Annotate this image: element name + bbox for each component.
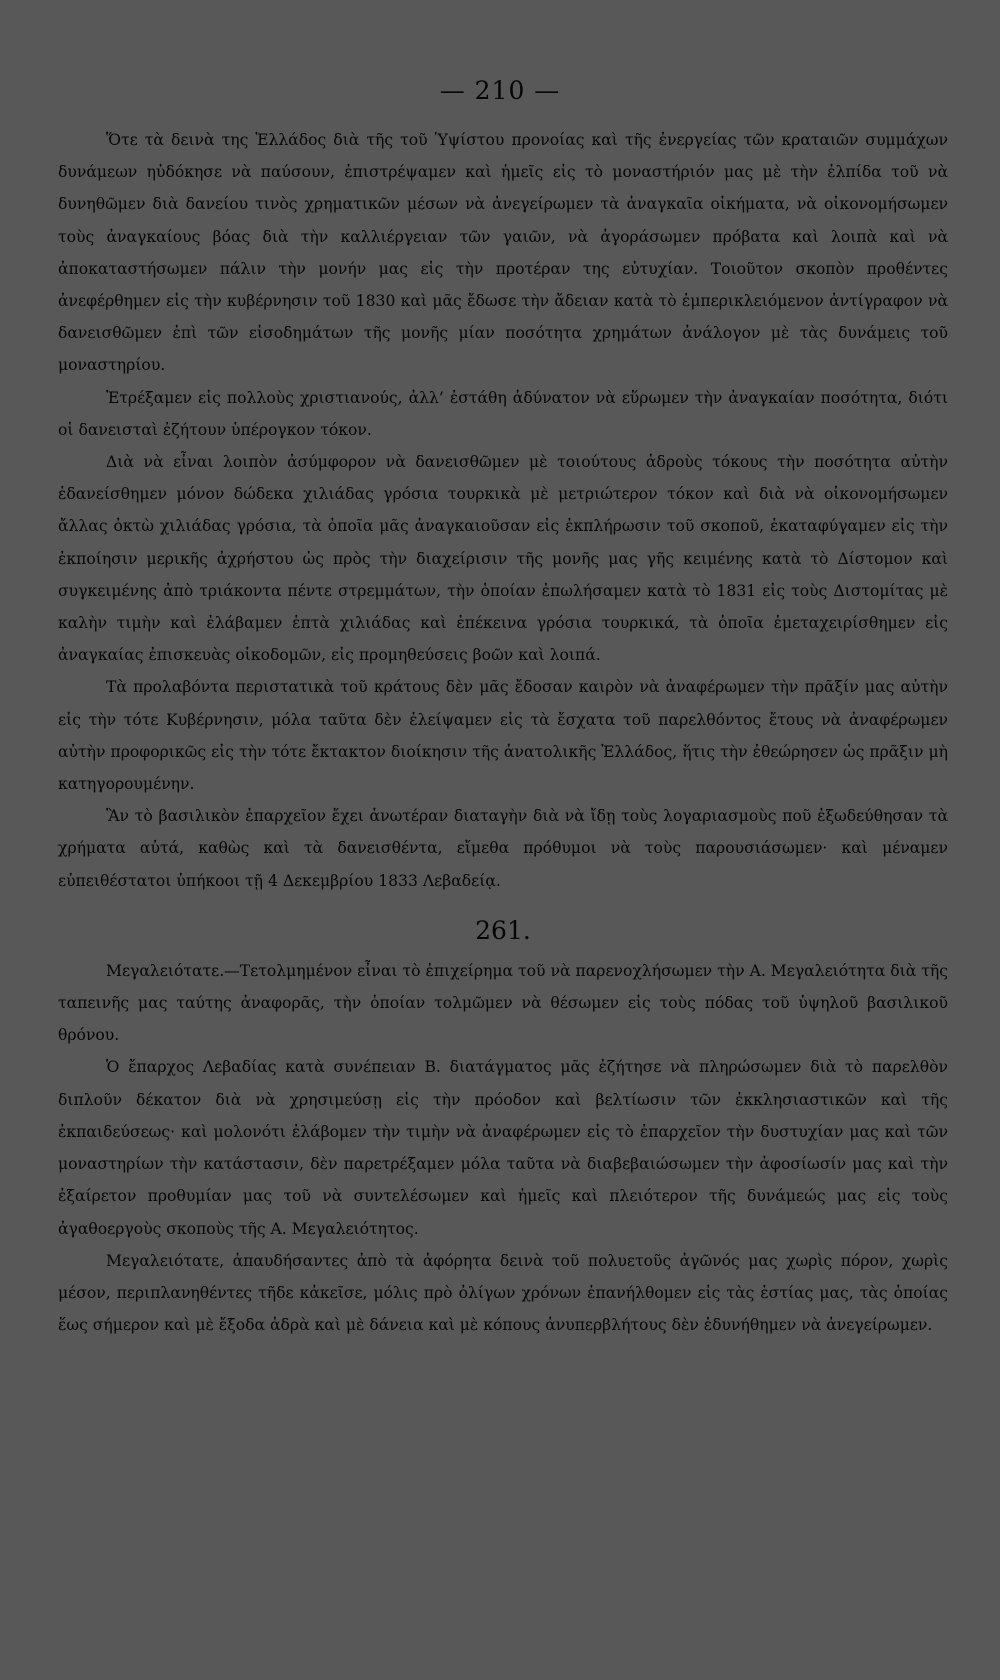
paragraph: Ἂν τὸ βασιλικὸν ἐπαρχεῖον ἔχει ἀνωτέραν διαταγὴν διὰ νὰ ἴδῃ τοὺς λογαριασμοὺς ποῦ ἐξωδεύθησαν τὰ χρήματα αὐτά, καθὼς καὶ τὰ δανεισθέντα, εἴμεθα πρόθυμοι νὰ τοὺς παρουσιάσωμεν· καὶ μέναμεν εὐπειθέστατοι ὑπήκοοι τῇ 4 Δεκεμβρίου 1833 Λεβαδείᾳ. xyxy=(58,807,948,890)
paragraph: Διὰ νὰ εἶναι λοιπὸν ἀσύμφορον νὰ δανεισθῶμεν μὲ τοιούτους ἁδροὺς τόκους τὴν ποσότητα αὐτὴν ἐδανείσθημεν μόνον δώδεκα χιλιάδας γρόσια τουρκικὰ μὲ μετριώτερον τόκον καὶ διὰ νὰ οἰκονομήσωμεν ἄλλας ὀκτὼ χιλιάδας γρόσια, τὰ ὁποῖα μᾶς ἀναγκαιοῦσαν εἰς ἐκπλήρωσιν τοῦ σκοποῦ, ἐκαταφύγαμεν εἰς τὴν ἐκποίησιν μερικῆς ἀχρήστου ὡς πρὸς τὴν διαχείρισιν τῆς μονῆς μας γῆς κειμένης κατὰ τὸ Δίστομον καὶ συγκειμένης ἀπὸ τριάκοντα πέντε στρεμμάτων, τὴν ὁποίαν ἐπωλήσαμεν κατὰ τὸ 1831 εἰς τοὺς Διστομίτας μὲ καλὴν τιμὴν καὶ ἐλάβαμεν ἑπτὰ χιλιάδας καὶ ἐπέκεινα γρόσια τουρκικά, τὰ ὁποῖα ἐμεταχειρίσθημεν εἰς ἀναγκαίας ἐπισκευὰς οἰκοδομῶν, εἰς προμηθεύσεις βοῶν καὶ λοιπά. xyxy=(58,453,948,665)
body-text xyxy=(58,124,948,1341)
paragraph: Ἐτρέξαμεν εἰς πολλοὺς χριστιανούς, ἀλλ’ ἐστάθη ἀδύνατον νὰ εὕρωμεν τὴν ἀναγκαίαν ποσότητα, διότι οἱ δανεισταὶ ἐζήτουν ὑπέρογκον τόκον. xyxy=(58,388,948,439)
paragraph: Μεγαλειότατε, ἀπαυδήσαντες ἀπὸ τὰ ἀφόρητα δεινὰ τοῦ πολυετοῦς ἀγῶνός μας χωρὶς πόρον, χωρὶς μέσον, περιπλανηθέντες τῆδε κἀκεῖσε, μόλις πρὸ ὀλίγων χρόνων ἐπανήλθομεν εἰς τὰς ἑστίας μας, τὰς ὁποίας ἕως σήμερον καὶ μὲ ἔξοδα ἁδρὰ καὶ μὲ δάνεια καὶ μὲ κόπους ἀνυπερβλήτους δὲν ἐδυνήθημεν νὰ ἀνεγείρωμεν. xyxy=(58,1251,948,1335)
page-number: — 210 — xyxy=(439,76,561,105)
paragraph: Ὅτε τὰ δεινὰ της Ἑλλάδος διὰ τῆς τοῦ Ὑψίστου προνοίας καὶ τῆς ἐνεργείας τῶν κραταιῶν συμμάχων δυνάμεων ηὐδόκησε νὰ παύσουν, ἐπιστρέψαμεν καὶ ἡμεῖς εἰς τὸ μοναστήριόν μας μὲ τὴν ἐλπίδα τοῦ νὰ δυνηθῶμεν διὰ δανείου τινὸς χρηματικῶν μέσων νὰ ἀνεγείρωμεν τὰ ἀναγκαῖα οἰκήματα, νὰ οἰκονομήσωμεν τοὺς ἀναγκαίους βόας διὰ τὴν καλλιέργειαν τῶν γαιῶν, νὰ ἀγοράσωμεν πρόβατα καὶ λοιπὰ καὶ νὰ ἀποκαταστήσωμεν πάλιν τὴν μονήν μας εἰς τὴν προτέραν της εὐτυχίαν. Τοιοῦτον σκοπὸν προθέντες ἀνεφέρθημεν εἰς τὴν κυβέρνησιν τοῦ 1830 καὶ μᾶς ἔδωσε τὴν ἄδειαν κατὰ τὸ ἐμπερικλειόμενον ἀντίγραφον νὰ δανεισθῶμεν ἐπὶ τῶν εἰσοδημάτων τῆς μονῆς μίαν ποσότητα χρημάτων ἀνάλογον μὲ τὰς δυνάμεις τοῦ μοναστηρίου. xyxy=(58,131,948,375)
paragraph: Ὁ ἔπαρχος Λεβαδίας κατὰ συνέπειαν Β. διατάγματος μᾶς ἐζήτησε νὰ πληρώσωμεν διὰ τὸ παρελθὸν διπλοῦν δέκατον διὰ νὰ χρησιμεύσῃ εἰς τὴν πρόοδον καὶ βελτίωσιν τῶν ἐκκλησιαστικῶν καὶ τῆς ἐκπαιδεύσεως· καὶ μολονότι ἐλάβομεν τὴν τιμὴν νὰ ἀναφέρωμεν εἰς τὸ ἐπαρχεῖον τὴν δυστυχίαν μας καὶ τῶν μοναστηρίων τὴν κατάστασιν, δὲν παρετρέξαμεν μόλα ταῦτα νὰ διαβεβαιώσωμεν τὴν ἀφοσίωσίν μας καὶ τὴν ἐξαίρετον προθυμίαν μας τοῦ νὰ συντελέσωμεν καὶ ἡμεῖς καὶ πλειότερον τῆς δυνάμεώς μας εἰς τοὺς ἀγαθοεργοὺς σκοποὺς τῆς Α. Μεγαλειότητος. xyxy=(58,1058,948,1238)
document-number-heading: 261. xyxy=(475,915,531,945)
paragraph: Τὰ προλαβόντα περιστατικὰ τοῦ κράτους δὲν μᾶς ἔδοσαν καιρὸν νὰ ἀναφέρωμεν τὴν πρᾶξίν μας αὐτὴν εἰς τὴν τότε Κυβέρνησιν, μόλα ταῦτα δὲν ἐλείψαμεν εἰς τὰ ἔσχατα τοῦ παρελθόντος ἔτους νὰ ἀναφέρωμεν αὐτὴν προφορικῶς εἰς τὴν τότε ἔκτακτον διοίκησιν τῆς ἀνατολικῆς Ἑλλάδος, ἥτις τὴν ἐθεώρησεν ὡς πρᾶξιν μὴ κατηγορουμένην. xyxy=(58,678,948,794)
salutation-paragraph: Μεγαλειότατε.—Τετολμημένον εἶναι τὸ ἐπιχείρημα τοῦ νὰ παρενοχλήσωμεν τὴν Α. Μεγαλειότητα διὰ τῆς ταπεινῆς μας ταύτης ἀναφορᾶς, τὴν ὁποίαν τολμῶμεν νὰ θέσωμεν εἰς τοὺς πόδας τοῦ ὑψηλοῦ βασιλικοῦ θρόνου. xyxy=(58,961,948,1045)
